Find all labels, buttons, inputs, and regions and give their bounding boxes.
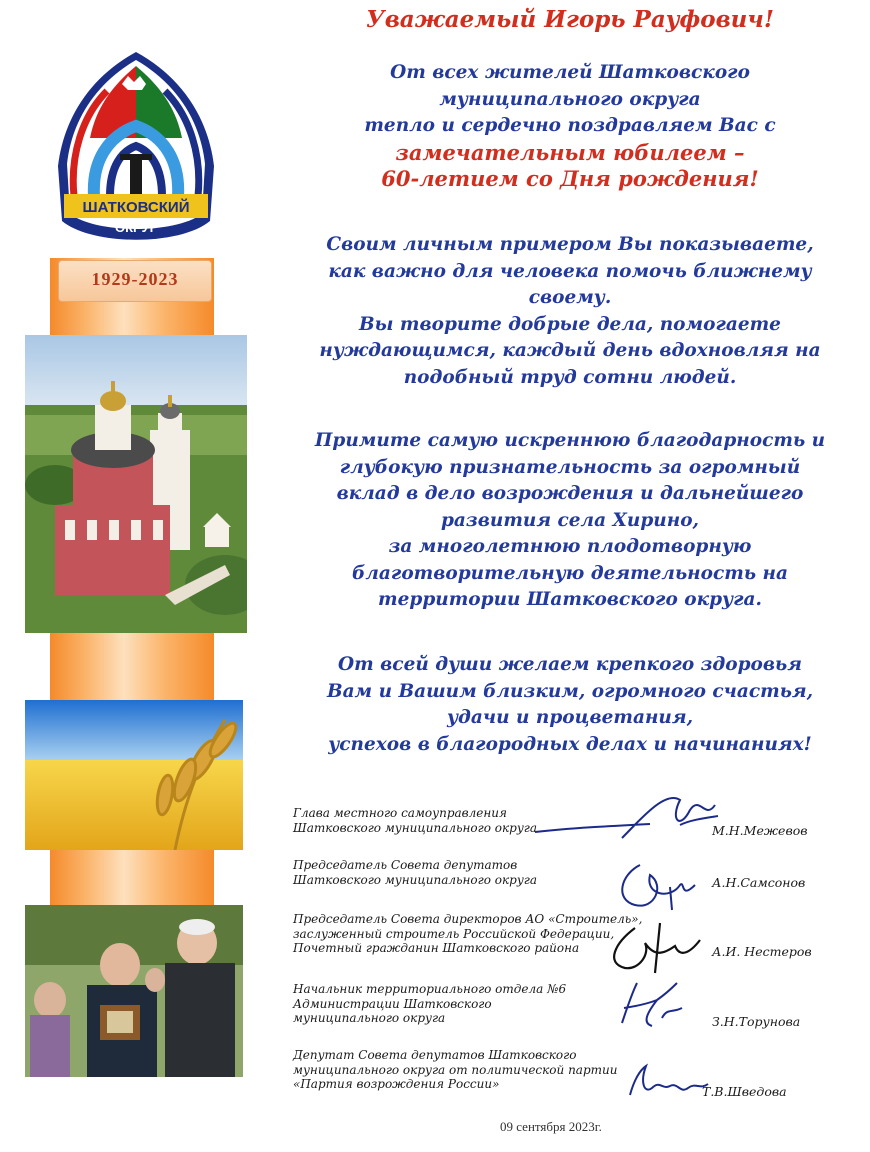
para2-line: нуждающимся, каждый день вдохновляя на xyxy=(319,340,821,361)
signatory-title-line: Начальник территориального отдела №6 xyxy=(293,982,567,996)
document-date: 09 сентября 2023г. xyxy=(500,1119,602,1134)
signatory-title-line: Глава местного самоуправления xyxy=(293,806,507,820)
signatory-2-title xyxy=(293,858,537,887)
signatory-1-name: М.Н.Межевов xyxy=(712,823,808,838)
para4-line: удачи и процветания, xyxy=(446,707,694,728)
para2-line: подобный труд сотни людей. xyxy=(403,366,737,388)
para1-line: тепло и сердечно поздравляем Вас с xyxy=(364,115,776,136)
para3-line: Примите самую искреннюю благодарность и xyxy=(314,430,826,451)
signatory-title-line: Шатковского муниципального округа xyxy=(293,872,538,887)
signatory-title-line: Депутат Совета депутатов Шатковского xyxy=(293,1048,577,1062)
signatory-title-line: муниципального округа xyxy=(293,1011,446,1025)
para1-line: муниципального округа xyxy=(439,88,701,110)
signatory-title-line: Администрации Шатковского xyxy=(293,996,492,1011)
signatory-1-title xyxy=(293,806,537,835)
years-plate xyxy=(58,260,212,302)
para1-line-highlight: замечательным юбилеем – xyxy=(395,139,745,165)
para3-line: глубокую признательность за огромный xyxy=(339,456,801,478)
paragraph-4 xyxy=(270,652,870,758)
orange-stripe-lower xyxy=(50,850,214,910)
signature-3 xyxy=(600,918,710,978)
signatory-4-title xyxy=(293,982,566,1026)
para2-line: Вы творите добрые дела, помогаете xyxy=(359,313,781,335)
orange-stripe-middle xyxy=(50,630,214,700)
para1-line-highlight: 60-летием со Дня рождения! xyxy=(381,166,759,191)
paragraph-2 xyxy=(270,232,870,391)
signature-2 xyxy=(610,855,710,915)
signatory-title-line: Шатковского муниципального округа xyxy=(293,820,538,835)
para1-line: От всех жителей Шатковского xyxy=(390,62,750,83)
signatory-3-name: А.И. Нестеров xyxy=(712,944,812,959)
crest-name-line1: ШАТКОВСКИЙ xyxy=(82,199,190,216)
crest-name-line2: ОКРУГ xyxy=(114,220,158,235)
para3-line: за многолетнюю плодотворную xyxy=(388,536,752,557)
people-photo xyxy=(25,905,243,1077)
church-photo xyxy=(25,335,247,633)
signature-1 xyxy=(530,780,720,850)
signatory-4-name: З.Н.Торунова xyxy=(712,1014,801,1029)
para2-line: своему. xyxy=(528,287,612,308)
coat-of-arms xyxy=(52,46,220,258)
paragraph-1 xyxy=(270,60,870,193)
para3-line: благотворительную деятельность на xyxy=(352,562,788,584)
signatory-title-line: Председатель Совета депутатов xyxy=(293,858,518,872)
para2-line: Своим личным примером Вы показываете, xyxy=(326,234,814,255)
paragraph-3 xyxy=(270,428,870,614)
signatory-title-line: заслуженный строитель Российской Федерации, xyxy=(293,926,615,941)
wheat-field-photo xyxy=(25,700,243,850)
signatory-5-name: Т.В.Шведова xyxy=(702,1084,787,1099)
signatory-title-line: муниципального округа от политической партии xyxy=(293,1062,618,1077)
signatory-title-line: Почетный гражданин Шатковского района xyxy=(293,941,580,955)
signatory-title-line: «Партия возрождения России» xyxy=(293,1077,500,1091)
para4-line: Вам и Вашим близким, огромного счастья, xyxy=(326,680,814,702)
para3-line: территории Шатковского округа. xyxy=(378,589,762,610)
signature-5 xyxy=(622,1060,712,1110)
para4-line: успехов в благородных делах и начинаниях! xyxy=(328,733,812,755)
signatory-3-title xyxy=(293,912,642,956)
para4-line: От всей души желаем крепкого здоровья xyxy=(338,654,802,675)
para3-line: развития села Хирино, xyxy=(441,509,699,531)
para2-line: как важно для человека помочь ближнему xyxy=(328,260,812,282)
signatory-5-title xyxy=(293,1048,617,1092)
signatory-title-line: Председатель Совета директоров АО «Строитель», xyxy=(293,912,643,926)
signature-4 xyxy=(612,978,692,1038)
greeting: Уважаемый Игорь Рауфович! xyxy=(366,6,774,33)
para3-line: вклад в дело возрождения и дальнейшего xyxy=(336,483,804,504)
years-text: 1929-2023 xyxy=(91,269,179,289)
signatory-2-name: А.Н.Самсонов xyxy=(712,875,806,890)
